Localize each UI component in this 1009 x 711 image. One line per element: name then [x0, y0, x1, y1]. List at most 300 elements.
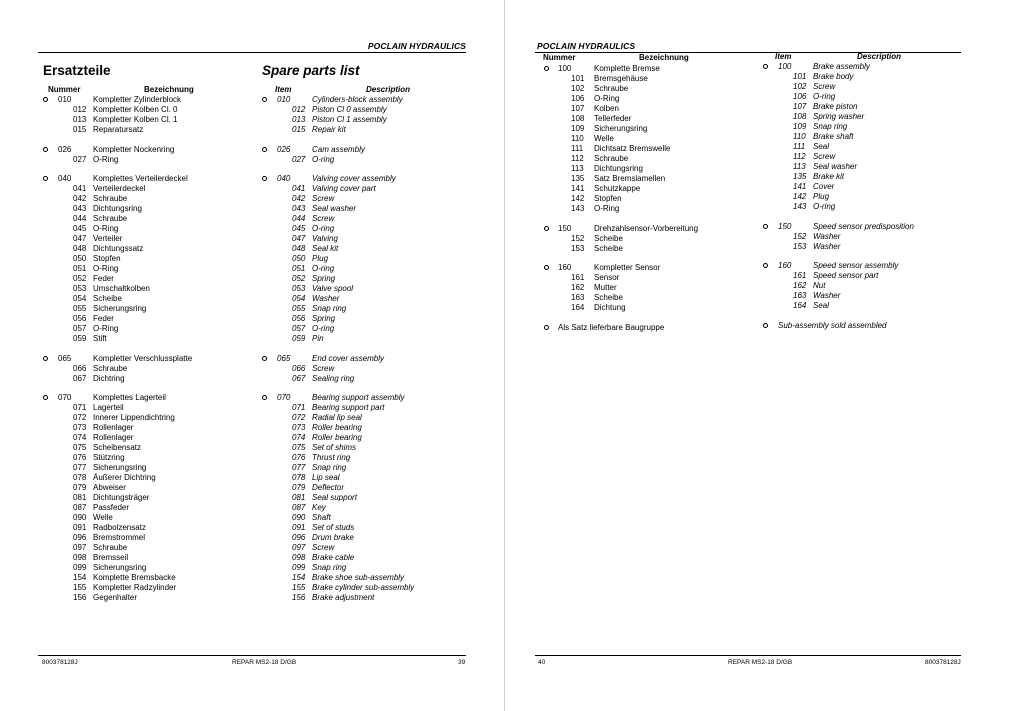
assembly-row [43, 393, 253, 403]
assembly-row [43, 145, 253, 155]
assembly-row [43, 174, 253, 184]
part-description: Seal washer [312, 204, 357, 213]
part-description: Feder [93, 314, 114, 323]
part-description: Bremsseil [93, 553, 129, 562]
part-row [262, 513, 477, 523]
part-number: 156 [73, 593, 87, 602]
part-description: End cover assembly [312, 353, 385, 363]
part-description: Tellerfeder [594, 114, 632, 123]
block-gap [262, 344, 477, 354]
part-description: Spring washer [813, 112, 865, 121]
part-number: 090 [292, 513, 306, 522]
part-description: Passfeder [93, 503, 130, 512]
part-number: 026 [277, 144, 291, 154]
part-row [43, 364, 253, 374]
part-row [43, 593, 253, 603]
part-number: 150 [778, 221, 792, 231]
assembly-bullet-icon [763, 64, 768, 69]
part-number: 071 [73, 403, 87, 412]
part-row [43, 194, 253, 204]
part-row [43, 374, 253, 384]
part-description: Komplettes Verteilerdeckel [93, 174, 188, 183]
german-parts-list [544, 64, 759, 333]
part-row [43, 105, 253, 115]
part-row [262, 403, 477, 413]
part-number: 108 [571, 114, 585, 123]
assembly-bullet-icon [262, 147, 267, 152]
part-row [262, 463, 477, 473]
part-description: Brake assembly [813, 62, 870, 71]
part-row [262, 224, 477, 234]
part-row [43, 274, 253, 284]
part-description: Shaft [312, 513, 331, 522]
part-number: 098 [73, 553, 87, 562]
assembly-row [262, 145, 477, 155]
part-description: Spring [312, 274, 336, 283]
footer-doc-id: 800378128J [42, 659, 78, 666]
part-row [262, 533, 477, 543]
en-num-header: Item [775, 52, 792, 61]
part-row [43, 294, 253, 304]
part-description: Speed sensor assembly [813, 261, 899, 270]
part-row [544, 184, 759, 194]
part-description: Feder [93, 274, 114, 283]
part-row [763, 122, 978, 132]
part-number: 051 [292, 264, 306, 273]
part-description: Piston Cl 0 assembly [312, 105, 387, 114]
part-description: Plug [813, 192, 830, 201]
part-row [262, 284, 477, 294]
part-description: Sicherungsring [594, 124, 648, 133]
assembly-row [43, 354, 253, 364]
part-description: Bearing support part [312, 403, 385, 412]
part-description: Seal washer [813, 162, 858, 171]
part-number: 051 [73, 264, 87, 273]
part-number: 101 [571, 74, 585, 83]
assembly-bullet-icon [763, 323, 768, 328]
part-number: 102 [793, 82, 807, 91]
part-row [544, 234, 759, 244]
part-description: Brake cylinder sub-assembly [312, 583, 415, 592]
part-description: Brake shaft [813, 132, 854, 141]
block-gap [763, 212, 978, 222]
part-number: 054 [73, 294, 87, 303]
part-row [262, 583, 477, 593]
part-number: 065 [277, 353, 291, 363]
part-description: O-ring [813, 202, 836, 211]
part-row [262, 573, 477, 583]
part-description: Brake piston [813, 102, 858, 111]
footer-rule [38, 655, 466, 656]
part-row [763, 172, 978, 182]
assembly-bullet-icon [544, 325, 549, 330]
part-number: 078 [73, 473, 87, 482]
part-description: Cam assembly [312, 144, 365, 154]
de-num-header: Nummer [543, 53, 576, 62]
footer-rule [535, 655, 961, 656]
part-number: 106 [571, 94, 585, 103]
part-row [544, 273, 759, 283]
part-row [763, 182, 978, 192]
part-description: Kompletter Radzylinder [93, 583, 177, 592]
part-description: Radial lip seal [312, 413, 362, 422]
assembly-bullet-icon [763, 224, 768, 229]
part-number: 081 [73, 493, 87, 502]
part-number: 066 [73, 363, 87, 373]
part-number: 162 [571, 283, 585, 292]
part-row [43, 224, 253, 234]
part-row [544, 154, 759, 164]
part-row [262, 115, 477, 125]
part-number: 087 [292, 503, 306, 512]
part-description: Seal [813, 301, 830, 310]
part-number: 067 [292, 373, 306, 383]
part-number: 097 [292, 543, 306, 552]
part-description: Thrust ring [312, 453, 351, 462]
part-row [763, 72, 978, 82]
part-description: Drum brake [312, 533, 354, 542]
part-number: 075 [292, 443, 306, 452]
legend-row [763, 321, 978, 331]
part-number: 098 [292, 553, 306, 562]
brand-header: POCLAIN HYDRAULICS [367, 41, 466, 51]
part-description: Stopfen [93, 254, 121, 263]
part-number: 043 [292, 204, 306, 213]
part-description: Valving [312, 234, 338, 243]
part-row [763, 92, 978, 102]
part-number: 096 [73, 533, 87, 542]
part-description: Komplette Bremse [594, 64, 660, 73]
assembly-bullet-icon [43, 147, 48, 152]
part-row [544, 303, 759, 313]
part-description: Verteilerdeckel [93, 184, 146, 193]
part-row [763, 281, 978, 291]
part-description: Schraube [93, 543, 128, 552]
part-row [544, 114, 759, 124]
part-number: 106 [793, 92, 807, 101]
part-row [262, 324, 477, 334]
part-number: 143 [571, 204, 585, 213]
part-number: 161 [793, 271, 807, 280]
part-row [544, 164, 759, 174]
part-row [763, 242, 978, 252]
part-description: Dichtungsring [594, 164, 643, 173]
assembly-row [262, 393, 477, 403]
part-row [262, 443, 477, 453]
german-parts-list [43, 95, 253, 603]
part-row [43, 513, 253, 523]
part-row [763, 162, 978, 172]
block-gap [763, 252, 978, 262]
part-row [262, 423, 477, 433]
part-number: 027 [292, 154, 306, 164]
part-row [43, 443, 253, 453]
part-description: Äußerer Dichtring [93, 473, 156, 482]
block-gap [43, 165, 253, 175]
part-number: 135 [571, 174, 585, 183]
en-desc-header: Description [857, 52, 902, 61]
part-description: Kompletter Sensor [594, 263, 661, 272]
part-number: 015 [292, 125, 306, 134]
part-number: 052 [292, 274, 306, 283]
part-description: Lagerteil [93, 403, 124, 412]
part-description: Kompletter Zylinderblock [93, 95, 182, 104]
part-description: Dichtring [93, 373, 125, 383]
part-row [544, 283, 759, 293]
part-row [43, 453, 253, 463]
part-row [763, 192, 978, 202]
part-row [262, 364, 477, 374]
part-number: 081 [292, 493, 306, 502]
part-description: O-Ring [93, 224, 119, 233]
part-description: Piston Cl 1 assembly [312, 115, 387, 124]
assembly-bullet-icon [544, 265, 549, 270]
part-row [262, 493, 477, 503]
part-row [262, 563, 477, 573]
german-title: Ersatzteile [43, 63, 111, 78]
part-number: 143 [793, 202, 807, 211]
part-description: Sub-assembly sold assembled [778, 320, 887, 330]
part-description: Nut [813, 281, 826, 290]
part-description: Stopfen [594, 194, 622, 203]
assembly-bullet-icon [262, 97, 267, 102]
part-description: O-Ring [93, 324, 119, 333]
part-number: 111 [793, 142, 806, 151]
part-number: 015 [73, 125, 87, 134]
part-number: 079 [73, 483, 87, 492]
part-description: Brake shoe sub-assembly [312, 573, 405, 582]
part-description: Seal [813, 142, 830, 151]
assembly-row [544, 224, 759, 234]
part-description: Schraube [594, 154, 629, 163]
part-number: 152 [793, 231, 807, 241]
part-row [43, 324, 253, 334]
assembly-bullet-icon [262, 356, 267, 361]
part-row [43, 583, 253, 593]
part-description: Washer [813, 291, 841, 300]
part-row [763, 301, 978, 311]
block-gap [763, 311, 978, 321]
part-description: Brake cable [312, 553, 355, 562]
part-row [262, 543, 477, 553]
assembly-bullet-icon [262, 395, 267, 400]
part-number: 112 [571, 154, 584, 163]
part-row [763, 82, 978, 92]
part-row [544, 124, 759, 134]
part-description: Washer [312, 294, 340, 303]
part-number: 110 [571, 134, 584, 143]
assembly-row [763, 222, 978, 232]
part-description: Washer [813, 231, 841, 241]
part-number: 107 [571, 104, 585, 113]
part-number: 109 [571, 124, 585, 133]
part-description: Dichtungsring [93, 204, 142, 213]
part-description: O-ring [813, 92, 836, 101]
part-row [763, 102, 978, 112]
part-number: 041 [73, 184, 87, 193]
part-number: 012 [73, 105, 87, 114]
part-number: 135 [793, 172, 807, 181]
part-number: 071 [292, 403, 306, 412]
part-row [262, 413, 477, 423]
part-description: Satz Bremslamellen [594, 174, 666, 183]
part-description: Speed sensor predisposition [813, 221, 914, 231]
part-description: Stützring [93, 453, 125, 462]
part-row [43, 314, 253, 324]
part-description: Als Satz lieferbare Baugruppe [558, 322, 665, 332]
part-description: Brake adjustment [312, 593, 375, 602]
part-row [43, 204, 253, 214]
part-row [43, 403, 253, 413]
part-number: 059 [73, 334, 87, 343]
part-row [262, 264, 477, 274]
part-number: 102 [571, 84, 585, 93]
part-number: 059 [292, 334, 306, 343]
part-number: 055 [73, 304, 87, 313]
part-row [544, 94, 759, 104]
part-description: Deflector [312, 483, 345, 492]
de-num-header: Nummer [48, 85, 81, 94]
part-description: Kompletter Verschlussplatte [93, 353, 193, 363]
part-number: 160 [558, 263, 572, 272]
part-number: 042 [292, 194, 306, 203]
part-description: Welle [93, 513, 113, 522]
assembly-row [544, 64, 759, 74]
part-description: Screw [312, 214, 335, 223]
de-desc-header: Bezeichnung [639, 53, 689, 62]
part-row [262, 304, 477, 314]
part-row [43, 463, 253, 473]
part-row [262, 374, 477, 384]
block-gap [43, 344, 253, 354]
part-row [262, 314, 477, 324]
block-gap [43, 384, 253, 394]
block-gap [544, 254, 759, 264]
english-parts-list [262, 95, 477, 603]
part-row [43, 244, 253, 254]
part-number: 057 [292, 324, 306, 333]
part-row [43, 284, 253, 294]
part-row [262, 593, 477, 603]
block-gap [262, 135, 477, 145]
part-row [43, 234, 253, 244]
part-description: Bremsgehäuse [594, 74, 648, 83]
part-row [262, 204, 477, 214]
part-row [763, 112, 978, 122]
part-description: Bearing support assembly [312, 393, 405, 402]
part-row [262, 184, 477, 194]
part-number: 056 [292, 314, 306, 323]
part-row [43, 155, 253, 165]
part-description: Schraube [594, 84, 629, 93]
block-gap [544, 313, 759, 323]
part-number: 044 [292, 214, 306, 223]
english-parts-list [763, 62, 978, 331]
part-number: 053 [73, 284, 87, 293]
part-row [262, 105, 477, 115]
part-number: 155 [292, 583, 306, 592]
part-description: Kompletter Kolben Cl. 1 [93, 115, 178, 124]
part-number: 154 [73, 573, 87, 582]
part-description: Abweiser [93, 483, 126, 492]
part-number: 013 [73, 115, 87, 124]
part-number: 111 [571, 144, 584, 153]
part-number: 107 [793, 102, 807, 111]
part-number: 142 [571, 194, 585, 203]
english-title: Spare parts list [262, 63, 360, 78]
part-row [544, 244, 759, 254]
part-row [43, 503, 253, 513]
part-description: Screw [813, 82, 836, 91]
part-row [43, 184, 253, 194]
part-description: Cylinders-block assembly [312, 95, 403, 104]
part-row [262, 274, 477, 284]
part-row [262, 125, 477, 135]
part-description: Mutter [594, 283, 617, 292]
part-number: 056 [73, 314, 87, 323]
part-description: Dichtung [594, 303, 626, 312]
part-number: 057 [73, 324, 87, 333]
part-row [262, 433, 477, 443]
assembly-row [43, 95, 253, 105]
part-description: Roller bearing [312, 433, 362, 442]
part-row [544, 134, 759, 144]
part-description: Umschaltkolben [93, 284, 150, 293]
part-number: 047 [292, 234, 306, 243]
part-row [43, 563, 253, 573]
part-number: 164 [571, 303, 585, 312]
header-rule [38, 52, 466, 53]
part-description: Drehzahlsensor-Vorbereitung [594, 223, 699, 233]
part-description: O-ring [312, 224, 335, 233]
part-number: 075 [73, 443, 87, 452]
part-description: Set of studs [312, 523, 355, 532]
part-description: Valve spool [312, 284, 354, 293]
part-number: 070 [277, 393, 291, 402]
part-description: Screw [312, 543, 335, 552]
part-description: Reparatursatz [93, 125, 144, 134]
assembly-bullet-icon [43, 176, 48, 181]
assembly-row [544, 263, 759, 273]
part-number: 113 [571, 164, 584, 173]
part-number: 077 [292, 463, 306, 472]
part-description: Dichtsatz Bremswelle [594, 144, 671, 153]
block-gap [544, 214, 759, 224]
footer-page-number: 40 [538, 659, 546, 666]
part-description: Speed sensor part [813, 271, 879, 280]
part-row [544, 84, 759, 94]
part-number: 100 [778, 62, 792, 71]
part-description: Scheibe [594, 243, 623, 253]
part-description: Scheibe [594, 293, 623, 302]
part-description: Sensor [594, 273, 620, 282]
part-description: Sicherungsring [93, 304, 147, 313]
part-row [262, 334, 477, 344]
part-number: 027 [73, 154, 87, 164]
part-description: Valving cover assembly [312, 174, 396, 183]
assembly-bullet-icon [262, 176, 267, 181]
part-number: 072 [73, 413, 87, 422]
part-description: Snap ring [312, 304, 347, 313]
part-number: 072 [292, 413, 306, 422]
part-description: Roller bearing [312, 423, 362, 432]
part-description: O-Ring [594, 204, 620, 213]
part-description: Snap ring [312, 463, 347, 472]
part-description: Schraube [93, 214, 128, 223]
part-number: 010 [58, 95, 72, 104]
part-row [544, 194, 759, 204]
part-number: 041 [292, 184, 306, 193]
